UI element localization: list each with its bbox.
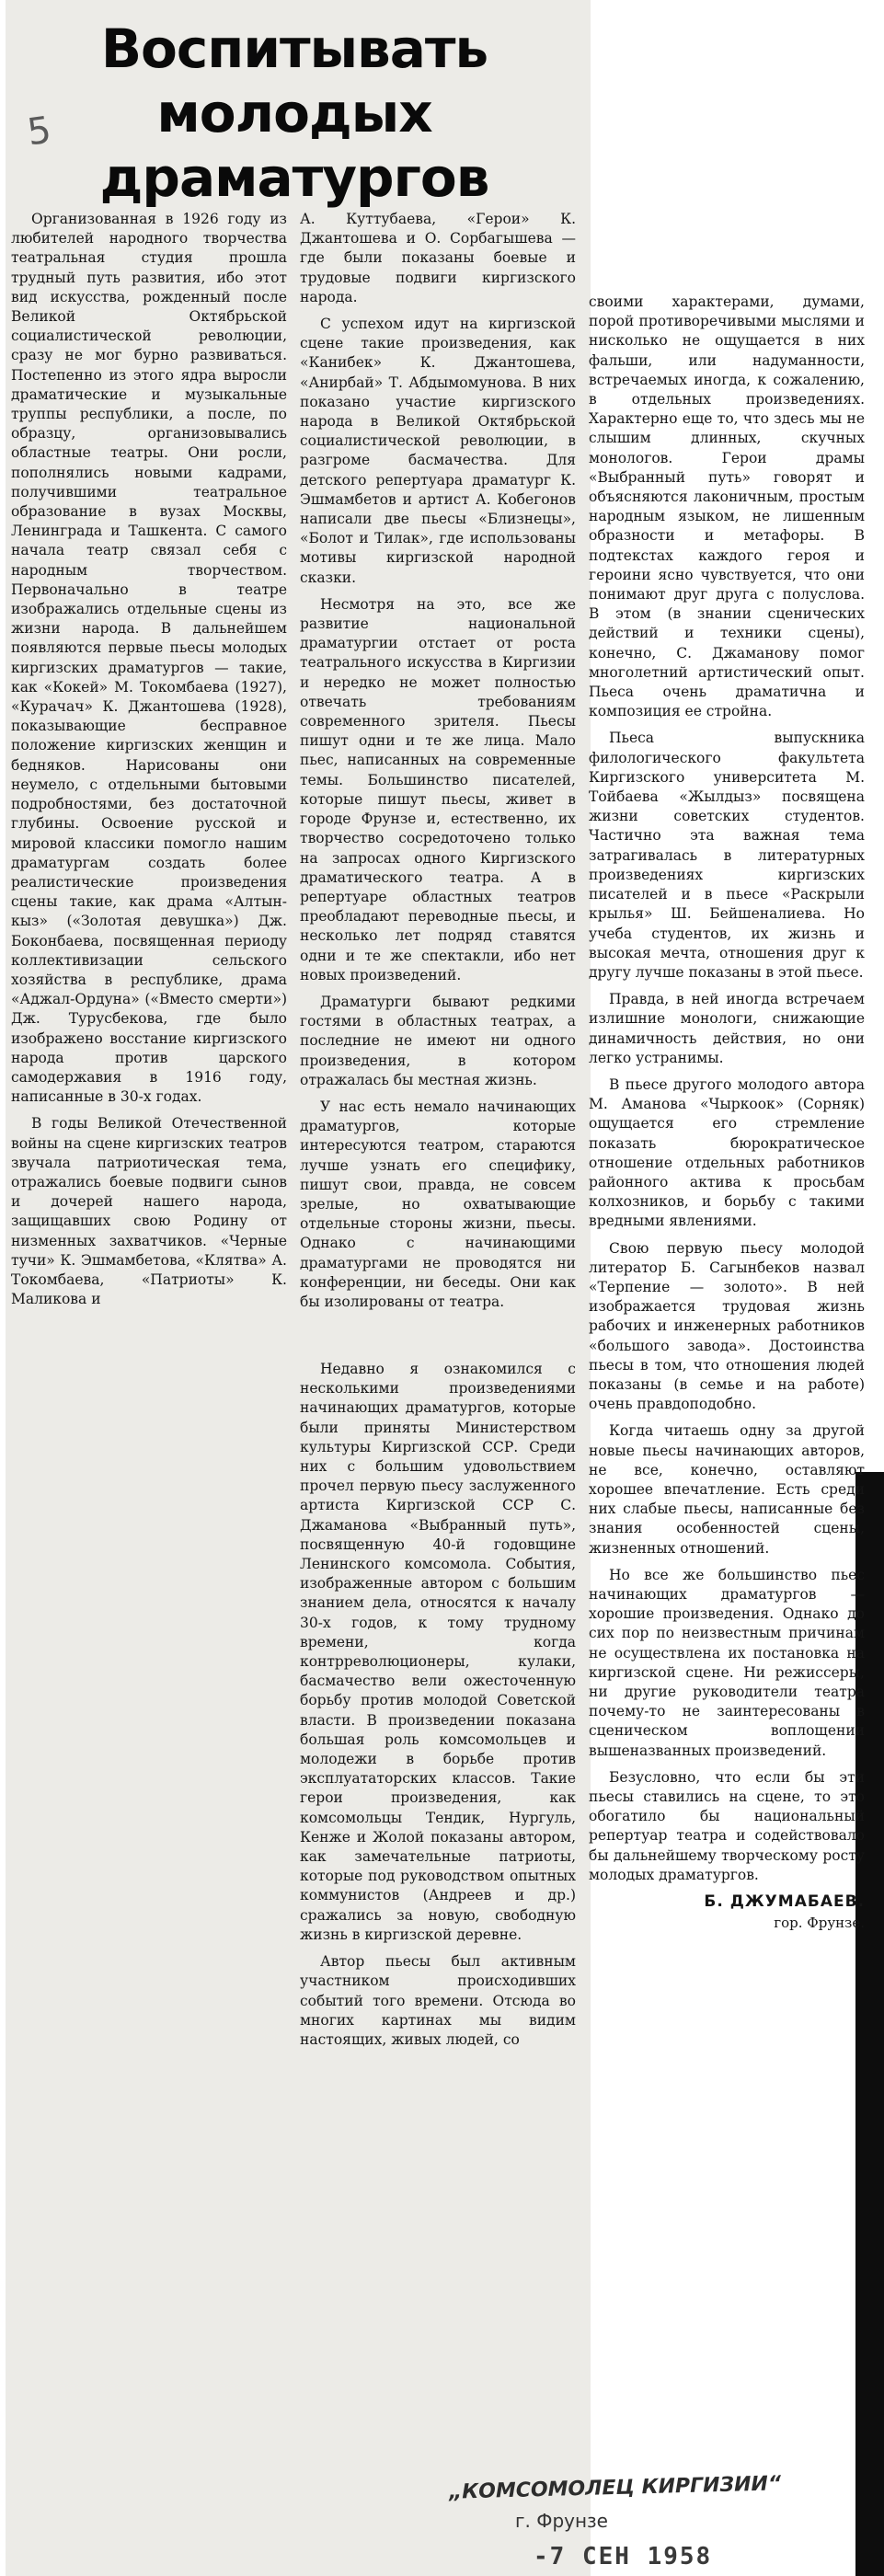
column-3: [589, 293, 865, 1933]
paragraph: В пьесе другого молодого автора М. Аманова «Чыркоок» (Сорняк) ощущается его стремление показать бюрократическое отношение отдельных работников районного актива к просьбам колхозников, и борьбу с такими вредными явлениями.: [589, 1075, 865, 1230]
column-2: [300, 210, 576, 1319]
paragraph: Правда, в ней иногда встречаем излишние монологи, снижающие динамичность действия, но они легко устранимы.: [589, 991, 865, 1066]
paragraph: Автор пьесы был активным участником происходивших событий того времени. Отсюда во многих картинах мы видим настоящих, живых людей, со: [300, 1953, 576, 2048]
paragraph: Пьеса выпускника филологического факультета Киргизского университета М. Тойбаева «Жылдыз» посвящена жизни советских студентов. Частично эта важная тема затрагивалась в литературных произведениях киргизских писателей и в пьесе «Раскрыли крылья» Ш. Бейшеналиева. Но учеба студентов, их жизнь и высокая мечта, отношения друг к другу лучше показаны в этой пьесе.: [589, 730, 865, 981]
paragraph: Недавно я ознакомился с несколькими произведениями начинающих драматургов, которые были приняты Министерством культуры Киргизской ССР. Среди них с большим удовольствием прочел первую пьесу заслуженного артиста Киргизской ССР С. Джаманова «Выбранный путь», посвященную 40-й годовщине Ленинского комсомола. События, изображенные автором с большим знанием дела, относятся к началу 30-х годов, к тому трудному времени, когда контрреволюционеры, кулаки, басмачество вели ожесточенную борьбу против молодой Советской власти. В произведении показана большая роль комсомольцев и молодежи в борьбе против эксплуататорских классов. Такие герои произведения, как комсомольцы Тендик, Нургуль, Кенже и Жолой показаны автором, как замечательные патриоты, которые под руководством опытных коммунистов (Андреев и др.) сражались за новую, свободную жизнь в киргизской деревне.: [300, 1361, 576, 1943]
column-2-continued: [300, 1360, 576, 2057]
paragraph: С успехом идут на киргизской сцене такие произведения, как «Канибек» К. Джантошева, «Анирбай» Т. Абдымомунова. В них показано участие киргизского народа в Великой Октябрьской социалистической революции, в разгроме басмачества. Для детского репертуара драматург К. Эшмамбетов и артист А. Кобегонов написали две пьесы «Близнецы», «Болот и Тилак», где использованы мотивы киргизской народной сказки.: [300, 316, 576, 586]
paragraph: Безусловно, что если бы эти пьесы ставились на сцене, то это обогатило бы национальный репертуар театра и содействовало бы дальнейшему творческому росту молодых драматургов.: [589, 1768, 865, 1883]
paragraph: Свою первую пьесу молодой литератор Б. Сагынбеков назвал «Терпение — золото». В ней изображается трудовая жизнь рабочих и инженерных работников «большого завода». Достоинства пьесы в том, что отношения людей показаны (в семье и на работе) очень правдоподобно.: [589, 1239, 865, 1413]
date-stamp: -7 СЕН 1958: [534, 2543, 713, 2570]
paragraph: В годы Великой Отечественной войны на сцене киргизских театров звучала патриотическая тема, отражались боевые подвиги сынов и дочерей нашего народа, защищавших свою Родину от низменных захватчиков. «Черные тучи» К. Эшмамбетова, «Клятва» А. Токомбаева, «Патриоты» К. Маликова и: [11, 1115, 287, 1308]
paragraph: Несмотря на это, все же развитие национальной драматургии отстает от роста театрального искусства в Киргизии и нередко не может полностью отвечать требованиям современного зрителя. Пьесы пишут одни и те же лица. Мало пьес, написанных на современные темы. Большинство писателей, которые пишут пьесы, живет в городе Фрунзе и, естественно, их творчество сосредоточено только на запросах одного Киргизского драматического театра. А в репертуаре областных театров преобладают переводные пьесы, и несколько лет подряд ставятся одни и те же спектакли, ибо нет новых произведений.: [300, 595, 576, 983]
paragraph: Организованная в 1926 году из любителей народного творчества театральная студия прошла трудный путь развития, ибо этот вид искусства, рожденный после Великой Октябрьской социалистической революции, сразу не мог бурно развиваться. Постепенно из этого ядра выросли драматические и музыкальные труппы республики, а после, по образцу, организовывались областные театры. Они росли, пополнялись новыми кадрами, получившими театральное образование в вузах Москвы, Ленинграда и Ташкента. С самого начала театр связал себя с народным творчеством. Первоначально в театре изображались отдельные сцены из жизни народа. В дальнейшем появляются первые пьесы молодых киргизских драматургов — такие, как «Кокей» М. Токомбаева (1927), «Курачач» К. Джантошева (1928), показывающие бесправное положение киргизских женщин и бедняков. Нарисованы они неумело, с отдельными бытовыми подробностями, без достаточной глубины. Освоение русской и мировой классики помогло нашим драматургам создать более реалистические произведения сцены такие, как драма «Алтын-кыз» («Золотая девушка») Дж. Боконбаева, посвященная периоду коллективизации сельского хозяйства в республике, драма «Аджал-Ордуна» («Вместо смерти») Дж. Турусбекова, где было изображено восстание киргизского народа против царского самодержавия в 1916 году, написанные в 30-х годах.: [11, 211, 287, 1106]
author-signature: Б. ДЖУМАБАЕВ.: [704, 1892, 865, 1912]
paragraph: Но все же большинство пьес начинающих драматургов — хорошие произведения. Однако до сих пор по неизвестным причинам не осуществлена их постановка на киргизской сцене. Ни режиссеры, ни другие руководители театра почему-то не заинтересованы в сценическом воплощении вышеназванных произведений.: [589, 1566, 865, 1759]
paragraph: А. Куттубаева, «Герои» К. Джантошева и О. Сорбагышева — где были показаны боевые и трудовые подвиги киргизского народа.: [300, 211, 576, 305]
paragraph: Когда читаешь одну за другой новые пьесы начинающих авторов, не все, конечно, оставляют хорошее впечатление. Есть среди них слабые пьесы, написанные без знания особенностей сцены, жизненных отношений.: [589, 1422, 865, 1557]
article-headline: Воспитывать молодых драматургов: [99, 17, 489, 209]
column-1: [11, 210, 287, 1317]
paragraph: Драматурги бывают редкими гостями в областных театрах, а последние не имеют ни одного произведения, в котором отражалась бы местная жизнь.: [300, 993, 576, 1088]
paragraph: своими характерами, думами, порой противоречивыми мыслями и нисколько не ощущается в них фальши, или надуманности, встречаемых иногда, к сожалению, в отдельных произведениях. Характерно еще то, что здесь мы не слышим длинных, скучных монологов. Герои драмы «Выбранный путь» говорят и объясняются лаконичным, простым народным языком, не лишенным образности и метафоры. В подтекстах каждого героя и героини ясно чувствуется, что они понимают друг друга с полуслова. В этом (в знании сценических действий и техники сцены), конечно, С. Джаманову помог многолетний артистический опыт. Пьеса очень драматична и композиция ее стройна.: [589, 293, 865, 720]
author-city: гор. Фрунзе.: [774, 1915, 865, 1932]
newspaper-source-stamp: „КОМСОМОЛЕЦ КИРГИЗИИ“: [448, 2472, 782, 2504]
newspaper-city-stamp: г. Фрунзе: [515, 2510, 608, 2532]
margin-pencil-mark: 5: [24, 109, 54, 155]
paragraph: У нас есть немало начинающих драматургов, которые интересуются театром, стараются лучше узнать его специфику, пишут свои, правда, не совсем зрелые, но охватывающие отдельные стороны жизни, пьесы. Однако с начинающими драматургами не проводятся ни конференции, ни беседы. Они как бы изолированы от театра.: [300, 1098, 576, 1310]
